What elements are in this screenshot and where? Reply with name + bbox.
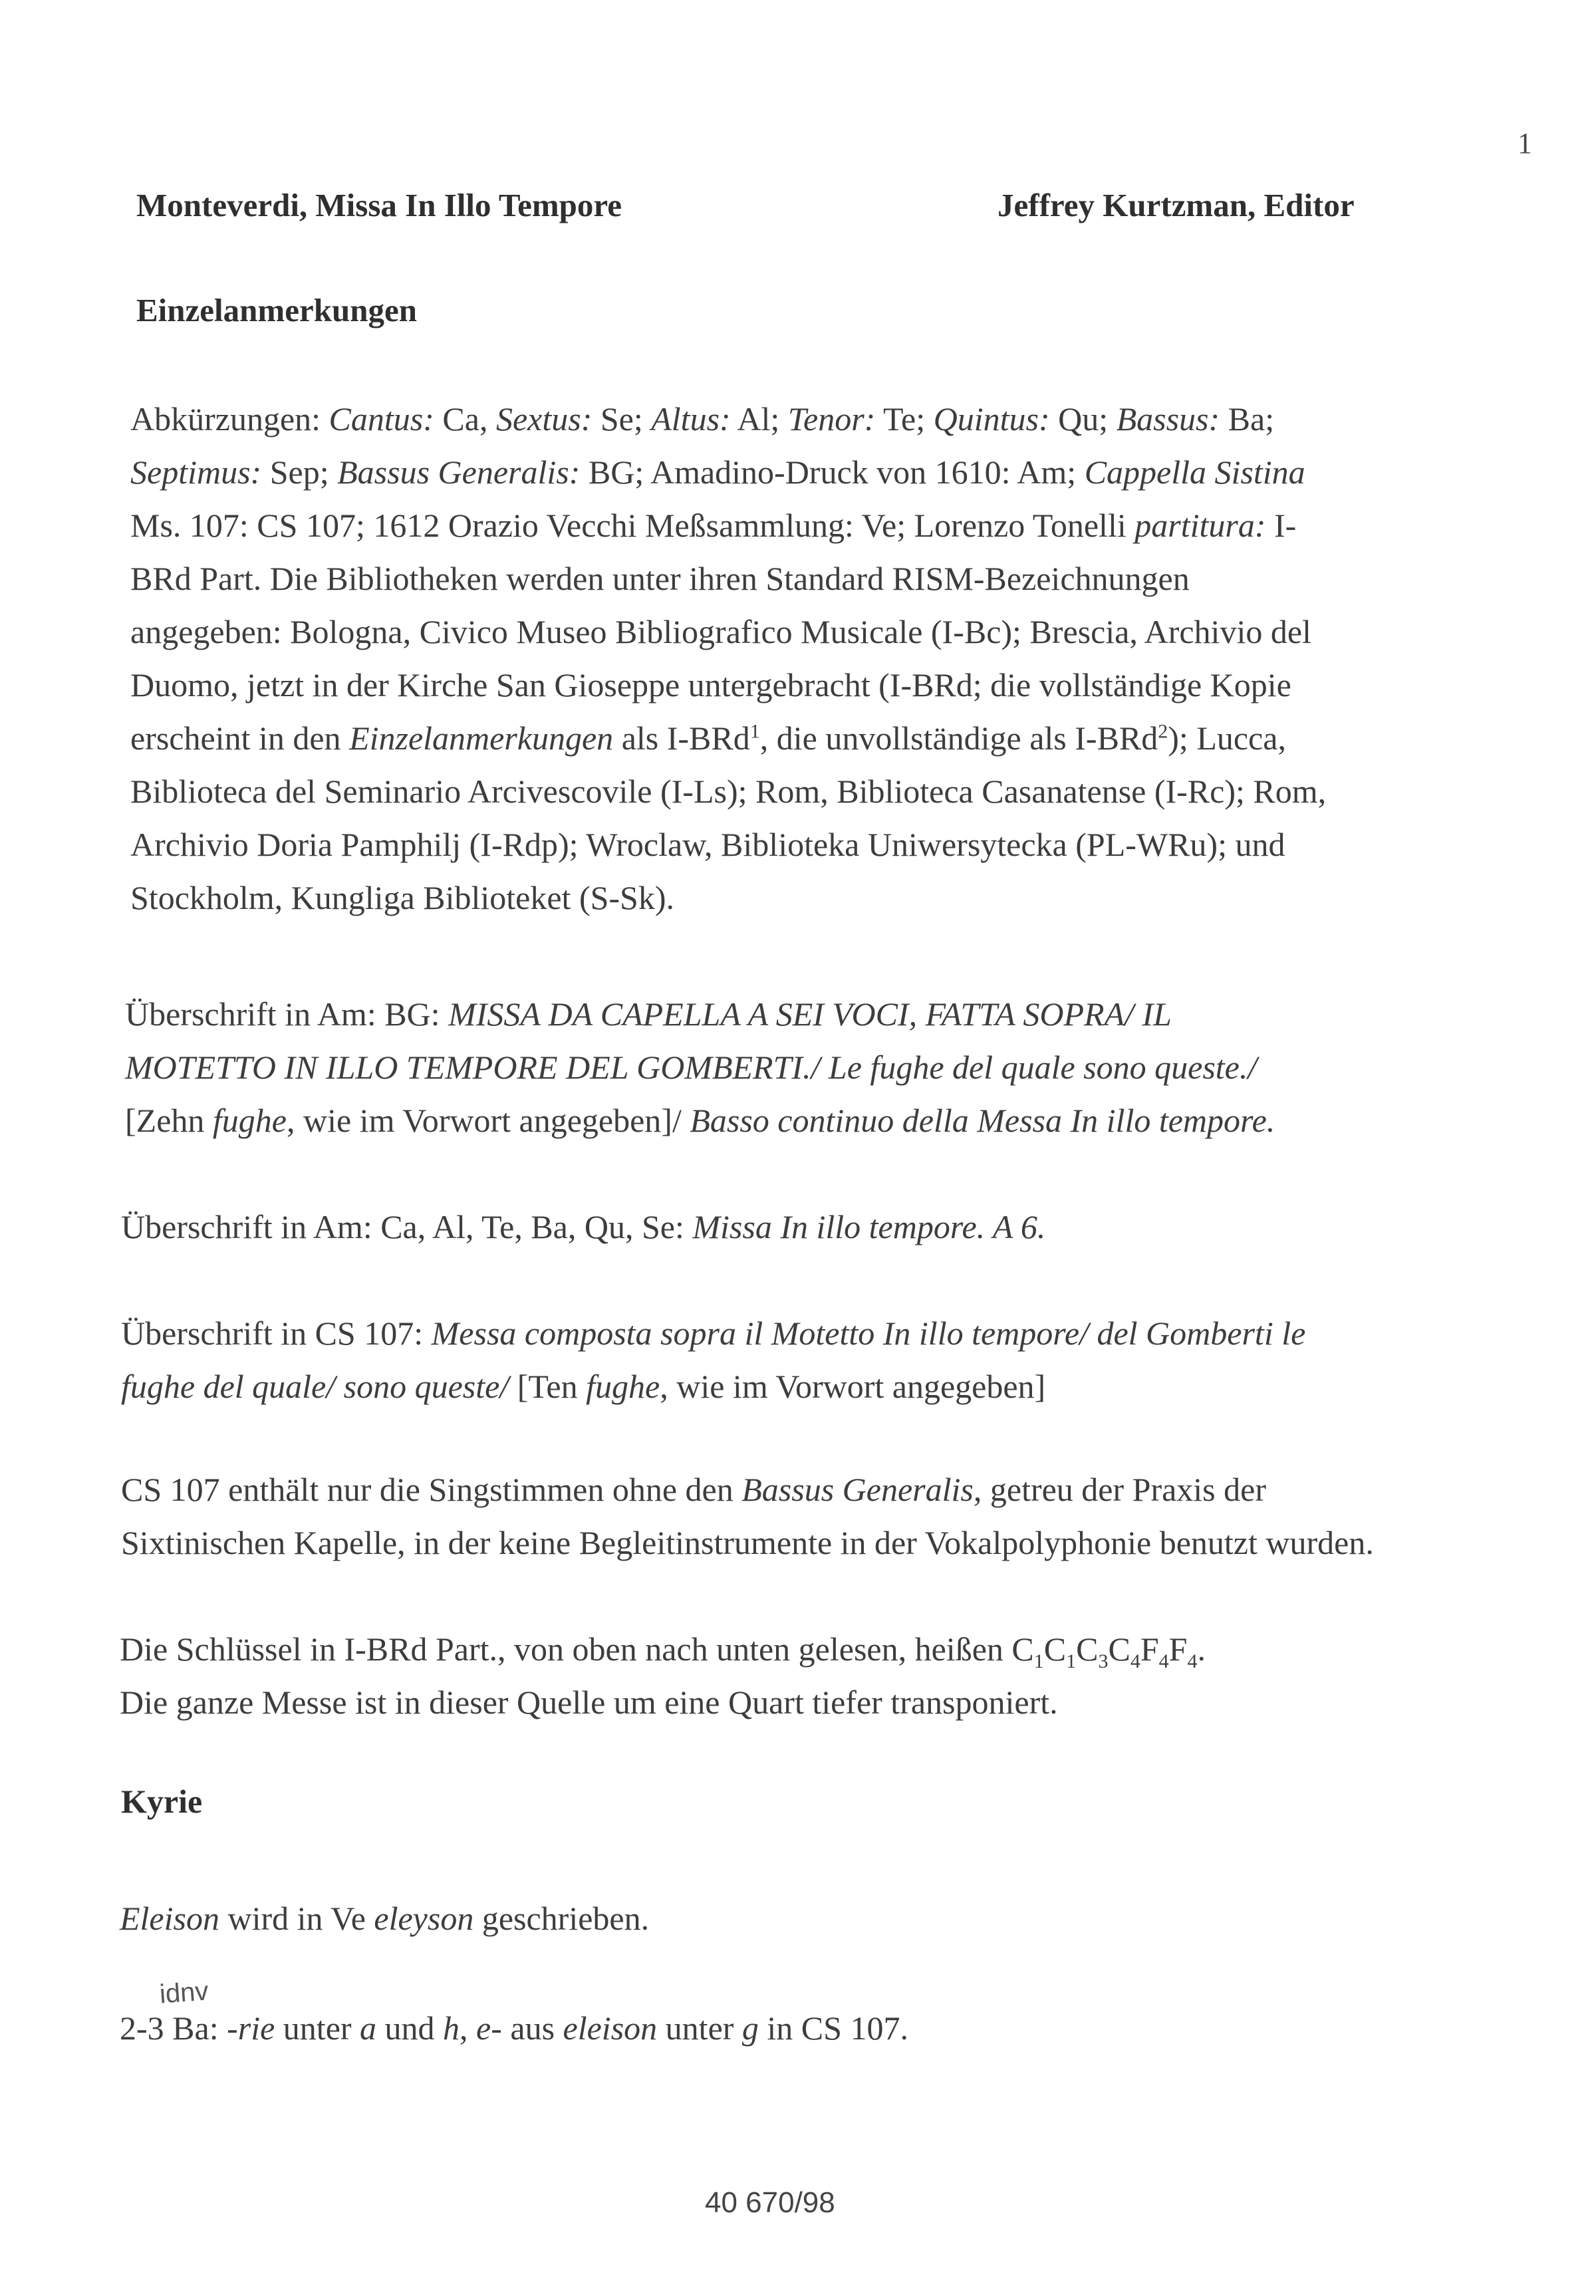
ueberschrift-cs107-paragraph bbox=[121, 1307, 1305, 1413]
text-line: Überschrift in CS 107: Messa composta sopra il Motetto In illo tempore/ del Gomberti le bbox=[121, 1315, 1306, 1352]
text-line: BRd Part. Die Bibliotheken werden unter ihren Standard RISM-Bezeichnungen bbox=[130, 560, 1190, 597]
kyrie-bar-note bbox=[120, 2001, 908, 2055]
header-title: Monteverdi, Missa In Illo Tempore bbox=[136, 187, 622, 223]
section-heading-einzelanmerkungen: Einzelanmerkungen bbox=[136, 292, 417, 328]
text-line: 2-3 Ba: -rie unter a und h, e- aus eleison unter g in CS 107. bbox=[120, 2009, 908, 2047]
header-editor: Jeffrey Kurtzman, Editor bbox=[998, 187, 1355, 223]
cs107-note-paragraph bbox=[121, 1463, 1374, 1569]
ueberschrift-bg-paragraph bbox=[125, 987, 1275, 1147]
clefs-note-paragraph bbox=[120, 1622, 1206, 1729]
text-line: Abkürzungen: Cantus: Ca, Sextus: Se; Altus: Al; Tenor: Te; Quintus: Qu; Bassus: Ba; bbox=[130, 400, 1275, 438]
text-line: CS 107 enthält nur die Singstimmen ohne den Bassus Generalis, getreu der Praxis der bbox=[121, 1471, 1266, 1508]
page-number: 1 bbox=[1518, 127, 1532, 160]
text-line: Archivio Doria Pamphilj (I-Rdp); Wroclaw, Biblioteka Uniwersytecka (PL-WRu); und bbox=[130, 826, 1285, 863]
text-line: Sixtinischen Kapelle, in der keine Begleitinstrumente in der Vokalpolyphonie benutzt wurden. bbox=[121, 1524, 1374, 1561]
text-line: [Zehn fughe, wie im Vorwort angegeben]/ Basso continuo della Messa In illo tempore. bbox=[125, 1102, 1275, 1139]
ueberschrift-voices-paragraph bbox=[121, 1200, 1045, 1253]
text-line: Stockholm, Kungliga Biblioteket (S-Sk). bbox=[130, 879, 675, 916]
text-line: Eleison wird in Ve eleyson geschrieben. bbox=[120, 1900, 650, 1937]
abbreviations-paragraph bbox=[130, 392, 1326, 924]
text-line: Ms. 107: CS 107; 1612 Orazio Vecchi Meßsammlung: Ve; Lorenzo Tonelli partitura: I- bbox=[130, 507, 1297, 544]
text-line: erscheint in den Einzelanmerkungen als I-BRd$^1$, die unvollständige als I-BRd$^2$); Lucca, bbox=[130, 719, 1286, 757]
text-line: Überschrift in Am: BG: MISSA DA CAPELLA A SEI VOCI, FATTA SOPRA/ IL bbox=[125, 995, 1172, 1033]
kyrie-eleison-note bbox=[120, 1892, 649, 1945]
text-line: Überschrift in Am: Ca, Al, Te, Ba, Qu, Se: Missa In illo tempore. A 6. bbox=[121, 1208, 1046, 1245]
text-line: Biblioteca del Seminario Arcivescovile (I-Ls); Rom, Biblioteca Casanatense (I-Rc); Rom, bbox=[130, 773, 1327, 810]
text-line: Die ganze Messe ist in dieser Quelle um eine Quart tiefer transponiert. bbox=[120, 1684, 1058, 1721]
footer-plate-number: 40 670/98 bbox=[705, 2186, 835, 2219]
section-heading-kyrie: Kyrie bbox=[121, 1783, 203, 1820]
text-line: Duomo, jetzt in der Kirche San Gioseppe untergebracht (I-BRd; die vollständige Kopie bbox=[130, 666, 1291, 703]
text-line: angegeben: Bologna, Civico Museo Bibliografico Musicale (I-Bc); Brescia, Archivio del bbox=[130, 613, 1311, 650]
library-stamp: idnv bbox=[158, 1976, 209, 2009]
text-line: Die Schlüssel in I-BRd Part., von oben nach unten gelesen, heißen $C_1C_1C_3C_4F_4F_4$. bbox=[120, 1630, 1206, 1672]
text-line: Septimus: Sep; Bassus Generalis: BG; Amadino-Druck von 1610: Am; Cappella Sistina bbox=[130, 453, 1305, 491]
text-line: fughe del quale/ sono queste/ [Ten fughe, wie im Vorwort angegeben] bbox=[121, 1368, 1046, 1405]
text-line: MOTETTO IN ILLO TEMPORE DEL GOMBERTI./ Le fughe del quale sono queste./ bbox=[125, 1049, 1258, 1086]
